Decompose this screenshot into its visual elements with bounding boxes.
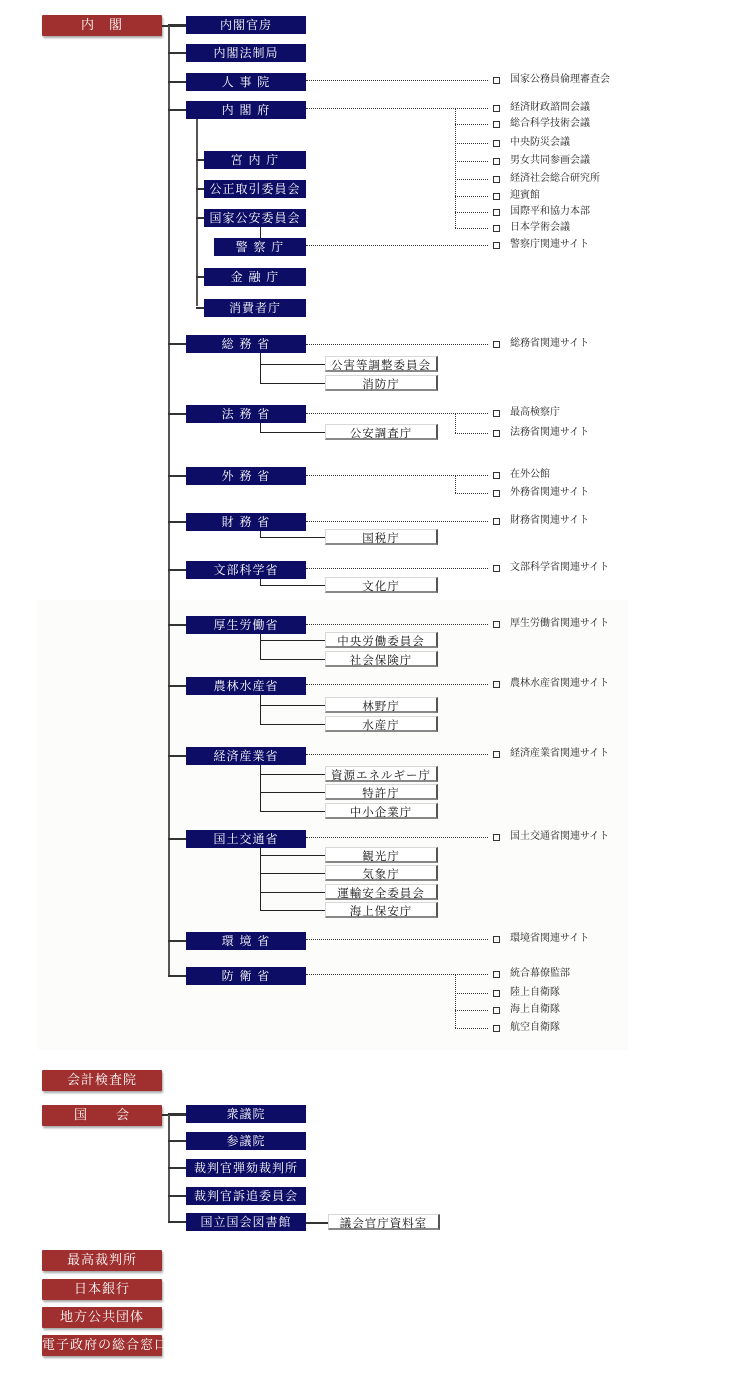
related-link-label: 在外公館 (510, 469, 550, 480)
checkbox-square-icon (493, 121, 500, 128)
dotted-connector (455, 974, 456, 1028)
cabinet-office-sub-box[interactable]: 消費者庁 (204, 299, 306, 317)
agency-box[interactable]: 国税庁 (325, 529, 438, 545)
connector-line (168, 838, 186, 840)
cabinet-office-sub-box[interactable]: 警 察 庁 (214, 238, 306, 256)
checkbox-square-icon (493, 565, 500, 572)
dotted-connector (306, 754, 488, 755)
related-link-label: 統合幕僚監部 (510, 968, 570, 979)
agency-box[interactable]: 気象庁 (325, 865, 438, 881)
connector-line (260, 695, 261, 724)
related-link-label: 総合科学技術会議 (510, 118, 590, 129)
cabinet-office-sub-box[interactable]: 公正取引委員会 (204, 180, 306, 198)
dotted-connector (455, 161, 488, 162)
checkbox-square-icon (493, 1007, 500, 1014)
ministry-box[interactable]: 厚生労働省 (186, 616, 306, 634)
related-link[interactable] (493, 486, 589, 500)
related-link-label: 総務省関連サイト (510, 338, 590, 349)
agency-box[interactable]: 公害等調整委員会 (325, 356, 438, 372)
related-link-label: 中央防災会議 (510, 137, 570, 148)
related-link[interactable] (493, 986, 560, 1000)
related-link-label: 国際平和協力本部 (510, 206, 590, 217)
checkbox-square-icon (493, 176, 500, 183)
ministry-box[interactable]: 財 務 省 (186, 513, 306, 531)
related-link[interactable] (493, 468, 550, 482)
cabinet-office-sub-box[interactable]: 金 融 庁 (204, 268, 306, 286)
dotted-connector (306, 568, 488, 569)
dotted-connector (455, 179, 488, 180)
connector-line (168, 975, 186, 977)
checkbox-square-icon (493, 681, 500, 688)
dotted-connector (306, 245, 488, 246)
connector-line (260, 873, 325, 874)
diet-box[interactable]: 国 会 (42, 1105, 162, 1126)
dotted-connector (455, 212, 488, 213)
checkbox-square-icon (493, 971, 500, 978)
agency-box[interactable]: 特許庁 (325, 784, 438, 800)
related-link[interactable] (493, 1003, 560, 1017)
related-link-label: 海上自衛隊 (510, 1004, 560, 1015)
checkbox-square-icon (493, 834, 500, 841)
other-institution-box[interactable]: 最高裁判所 (42, 1250, 162, 1271)
agency-box[interactable]: 消防庁 (325, 375, 438, 391)
dotted-connector (306, 837, 488, 838)
checkbox-square-icon (493, 140, 500, 147)
checkbox-square-icon (493, 410, 500, 417)
dotted-connector (455, 143, 488, 144)
checkbox-square-icon (493, 209, 500, 216)
related-link[interactable] (493, 117, 590, 131)
connector-line (306, 1222, 328, 1224)
checkbox-square-icon (493, 77, 500, 84)
connector-line (260, 774, 325, 775)
related-link[interactable] (493, 73, 610, 87)
dotted-connector (455, 1010, 488, 1011)
dotted-connector (306, 108, 488, 109)
connector-line (168, 1167, 186, 1169)
ministry-box[interactable]: 農林水産省 (186, 677, 306, 695)
agency-box[interactable]: 観光庁 (325, 847, 438, 863)
checkbox-square-icon (493, 990, 500, 997)
ministry-box[interactable]: 防 衛 省 (186, 967, 306, 985)
connector-line (168, 940, 186, 942)
checkbox-square-icon (493, 490, 500, 497)
connector-line (168, 521, 186, 523)
connector-line (260, 634, 261, 659)
diet-child-box[interactable]: 衆議院 (186, 1105, 306, 1123)
connector-line (168, 1221, 186, 1223)
related-link[interactable] (493, 561, 609, 575)
related-link-label: 国家公務員倫理審査会 (510, 74, 610, 85)
connector-line (260, 640, 325, 641)
dotted-connector (455, 413, 456, 433)
connector-line (168, 413, 186, 415)
agency-box[interactable]: 林野庁 (325, 697, 438, 713)
checkbox-square-icon (493, 105, 500, 112)
checkbox-square-icon (493, 341, 500, 348)
agency-box[interactable]: 資源エネルギー庁 (325, 766, 438, 782)
dotted-connector (306, 413, 488, 414)
agency-box[interactable]: 社会保険庁 (325, 651, 438, 667)
connector-line (168, 1140, 186, 1142)
checkbox-square-icon (493, 1025, 500, 1032)
connector-line (260, 724, 325, 725)
related-link[interactable] (493, 677, 609, 691)
cabinet-direct-box[interactable]: 人 事 院 (186, 73, 306, 91)
connector-line (168, 624, 186, 626)
dotted-connector (455, 475, 456, 493)
checkbox-square-icon (493, 242, 500, 249)
dotted-connector (455, 196, 488, 197)
connector-line (196, 188, 204, 190)
dotted-connector (455, 108, 456, 228)
diet-child-box[interactable]: 国立国会図書館 (186, 1213, 306, 1231)
connector-line (196, 307, 204, 309)
dotted-connector (455, 433, 488, 434)
diet-child-box[interactable]: 参議院 (186, 1132, 306, 1150)
dotted-connector (306, 624, 488, 625)
related-link[interactable] (493, 617, 609, 631)
related-link[interactable] (493, 514, 589, 528)
cabinet-direct-box[interactable]: 内 閣 府 (186, 101, 306, 119)
dotted-connector (306, 521, 488, 522)
board-of-audit-box[interactable]: 会計検査院 (42, 1070, 162, 1091)
other-institution-box[interactable]: 日本銀行 (42, 1279, 162, 1300)
checkbox-square-icon (493, 193, 500, 200)
cabinet-direct-box[interactable]: 内閣法制局 (186, 44, 306, 62)
connector-line (260, 432, 325, 433)
checkbox-square-icon (493, 430, 500, 437)
related-link-label: 経済財政諮問会議 (510, 102, 590, 113)
dotted-connector (306, 80, 488, 81)
connector-line (168, 475, 186, 477)
related-link[interactable] (493, 101, 590, 115)
connector-line (260, 585, 325, 586)
diet-child-box[interactable]: 裁判官訴追委員会 (186, 1187, 306, 1205)
related-link[interactable] (493, 426, 589, 440)
related-link-label: 法務省関連サイト (510, 427, 590, 438)
checkbox-square-icon (493, 518, 500, 525)
connector-line (168, 569, 186, 571)
connector-line (260, 227, 261, 238)
related-link-label: 日本学術会議 (510, 222, 570, 233)
other-institution-box[interactable]: 電子政府の総合窓口 (42, 1335, 162, 1356)
connector-line (260, 383, 325, 384)
cabinet-office-sub-box[interactable]: 宮 内 庁 (204, 151, 306, 169)
dotted-connector (306, 939, 488, 940)
connector-line (168, 24, 186, 26)
related-link[interactable] (493, 967, 570, 981)
related-link[interactable] (493, 830, 609, 844)
related-link[interactable] (493, 205, 590, 219)
ministry-box[interactable]: 法 務 省 (186, 405, 306, 423)
connector-line (168, 1113, 186, 1115)
other-institution-box[interactable]: 地方公共団体 (42, 1307, 162, 1328)
diet-child-box[interactable]: 裁判官弾劾裁判所 (186, 1159, 306, 1177)
related-link[interactable] (493, 337, 589, 351)
connector-line (260, 765, 261, 811)
agency-box[interactable]: 水産庁 (325, 716, 438, 732)
ministry-box[interactable]: 経済産業省 (186, 747, 306, 765)
related-link-label: 男女共同参画会議 (510, 155, 590, 166)
dotted-connector (306, 344, 488, 345)
dotted-connector (455, 124, 488, 125)
related-link-label: 警察庁関連サイト (510, 239, 590, 250)
agency-box[interactable]: 公安調査庁 (325, 424, 438, 440)
related-link[interactable] (493, 238, 589, 252)
cabinet-direct-box[interactable]: 内閣官房 (186, 16, 306, 34)
connector-line (260, 423, 261, 432)
ministry-box[interactable]: 国土交通省 (186, 830, 306, 848)
connector-line (260, 364, 325, 365)
connector-line (260, 705, 325, 706)
agency-box[interactable]: 運輸安全委員会 (325, 884, 438, 900)
connector-line (260, 537, 325, 538)
connector-line (168, 25, 170, 976)
connector-line (168, 81, 186, 83)
connector-line (260, 910, 325, 911)
ministry-box[interactable]: 文部科学省 (186, 561, 306, 579)
connector-line (168, 685, 186, 687)
connector-line (168, 755, 186, 757)
ministry-box[interactable]: 環 境 省 (186, 932, 306, 950)
agency-box[interactable]: 文化庁 (325, 577, 438, 593)
connector-line (260, 848, 261, 910)
dotted-connector (306, 684, 488, 685)
agency-box[interactable]: 中央労働委員会 (325, 632, 438, 648)
related-link[interactable] (493, 221, 570, 235)
cabinet-box[interactable]: 内 閣 (42, 15, 162, 36)
agency-box[interactable]: 中小企業庁 (325, 803, 438, 819)
connector-line (168, 343, 186, 345)
related-link[interactable] (493, 1021, 560, 1035)
background-panel (38, 600, 628, 1050)
connector-line (260, 811, 325, 812)
checkbox-square-icon (493, 225, 500, 232)
dotted-connector (455, 493, 488, 494)
connector-line (260, 659, 325, 660)
checkbox-square-icon (493, 621, 500, 628)
dotted-connector (455, 228, 488, 229)
connector-line (196, 217, 204, 219)
related-link-label: 経済産業省関連サイト (510, 748, 610, 759)
related-link-label: 陸上自衛隊 (510, 987, 560, 998)
related-link-label: 環境省関連サイト (510, 933, 590, 944)
cabinet-office-sub-box[interactable]: 国家公安委員会 (204, 209, 306, 227)
checkbox-square-icon (493, 751, 500, 758)
connector-line (196, 276, 204, 278)
related-link-label: 最高検察庁 (510, 407, 560, 418)
connector-line (260, 353, 261, 383)
related-link[interactable] (493, 932, 589, 946)
connector-line (168, 109, 186, 111)
library-sub-box[interactable]: 議会官庁資料室 (328, 1214, 440, 1230)
related-link-label: 国土交通省関連サイト (510, 831, 610, 842)
checkbox-square-icon (493, 472, 500, 479)
related-link[interactable] (493, 747, 609, 761)
dotted-connector (455, 1028, 488, 1029)
dotted-connector (306, 974, 488, 975)
connector-line (260, 855, 325, 856)
related-link-label: 航空自衛隊 (510, 1022, 560, 1033)
dotted-connector (306, 475, 488, 476)
connector-line (168, 1195, 186, 1197)
related-link-label: 農林水産省関連サイト (510, 678, 610, 689)
related-link-label: 経済社会総合研究所 (510, 173, 600, 184)
related-link[interactable] (493, 406, 560, 420)
related-link-label: 厚生労働省関連サイト (510, 618, 610, 629)
related-link-label: 外務省関連サイト (510, 487, 590, 498)
ministry-box[interactable]: 外 務 省 (186, 467, 306, 485)
related-link-label: 財務省関連サイト (510, 515, 590, 526)
connector-line (196, 159, 204, 161)
connector-line (260, 892, 325, 893)
related-link[interactable] (493, 189, 540, 203)
related-link[interactable] (493, 172, 600, 186)
agency-box[interactable]: 海上保安庁 (325, 902, 438, 918)
connector-line (260, 792, 325, 793)
related-link-label: 迎賓館 (510, 190, 540, 201)
related-link[interactable] (493, 154, 590, 168)
connector-line (168, 52, 186, 54)
related-link-label: 文部科学省関連サイト (510, 562, 610, 573)
ministry-box[interactable]: 総 務 省 (186, 335, 306, 353)
dotted-connector (455, 993, 488, 994)
checkbox-square-icon (493, 936, 500, 943)
related-link[interactable] (493, 136, 570, 150)
checkbox-square-icon (493, 158, 500, 165)
